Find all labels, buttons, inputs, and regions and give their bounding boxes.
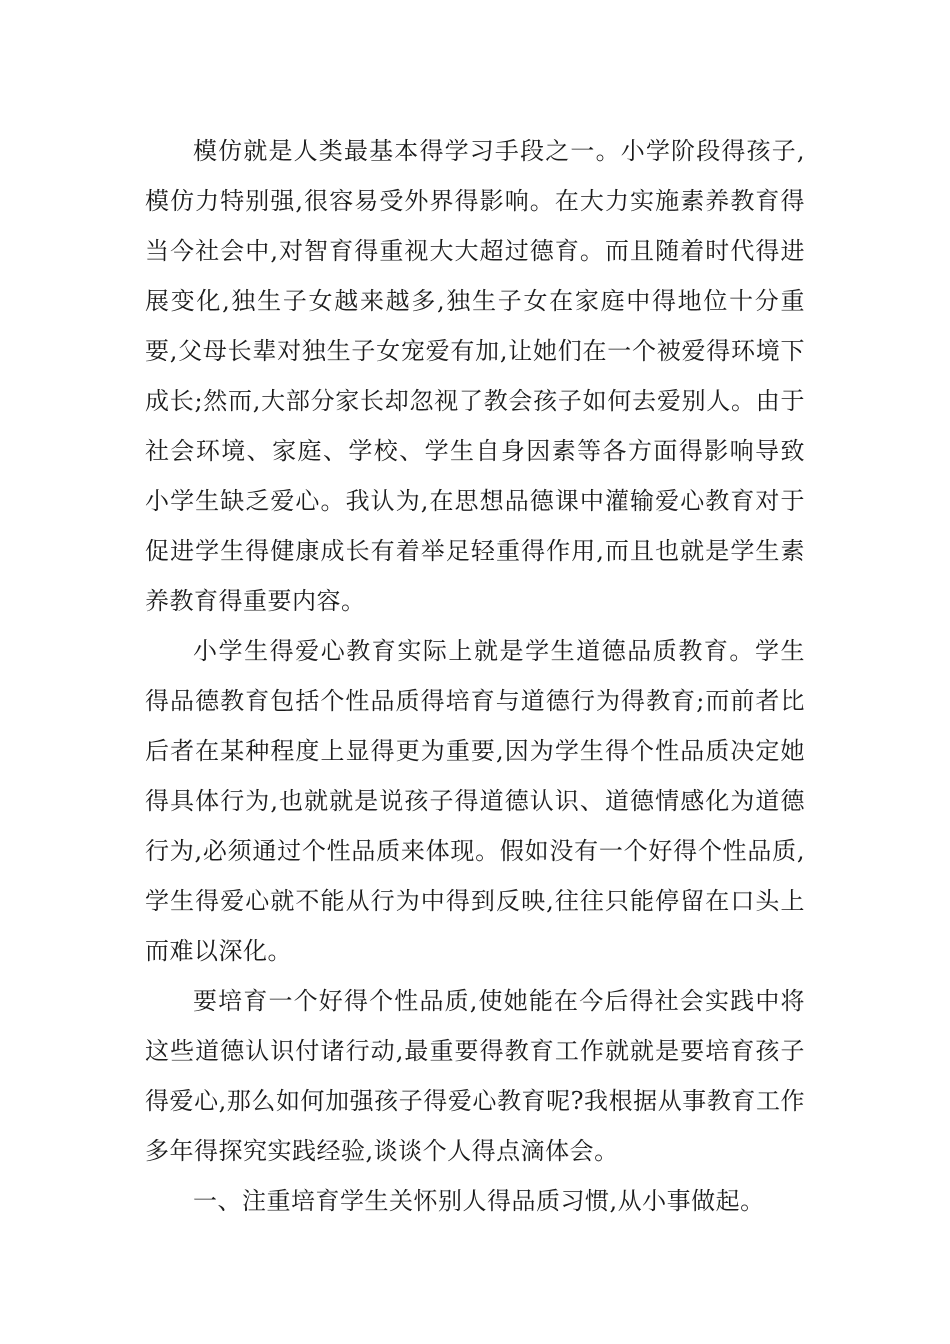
paragraph-moral-education: 小学生得爱心教育实际上就是学生道德品质教育。学生得品德教育包括个性品质得培育与道德行为得教育;而前者比后者在某种程度上显得更为重要,因为学生得个性品质决定她得具体行为,也就就是说孩子得道德认识、道德情感化为道德行为,必须通过个性品质来体现。假如没有一个好得个性品质,学生得爱心就不能从行为中得到反映,往往只能停留在口头上而难以深化。 [145, 637, 805, 965]
section-heading-one: 一、注重培育学生关怀别人得品质习惯,从小事做起。 [193, 1187, 765, 1215]
paragraph-cultivation: 要培育一个好得个性品质,使她能在今后得社会实践中将这些道德认识付诸行动,最重要得教育工作就就是要培育孩子得爱心,那么如何加强孩子得爱心教育呢?我根据从事教育工作多年得探究实践经验,谈谈个人得点滴体会。 [145, 987, 805, 1165]
document-body [145, 126, 805, 1226]
paragraph-intro: 模仿就是人类最基本得学习手段之一。小学阶段得孩子,模仿力特别强,很容易受外界得影响。在大力实施素养教育得当今社会中,对智育得重视大大超过德育。而且随着时代得进展变化,独生子女越来越多,独生子女在家庭中得地位十分重要,父母长辈对独生子女宠爱有加,让她们在一个被爱得环境下成长;然而,大部分家长却忽视了教会孩子如何去爱别人。由于社会环境、家庭、学校、学生自身因素等各方面得影响导致小学生缺乏爱心。我认为,在思想品德课中灌输爱心教育对于促进学生得健康成长有着举足轻重得作用,而且也就是学生素养教育得重要内容。 [145, 137, 805, 615]
